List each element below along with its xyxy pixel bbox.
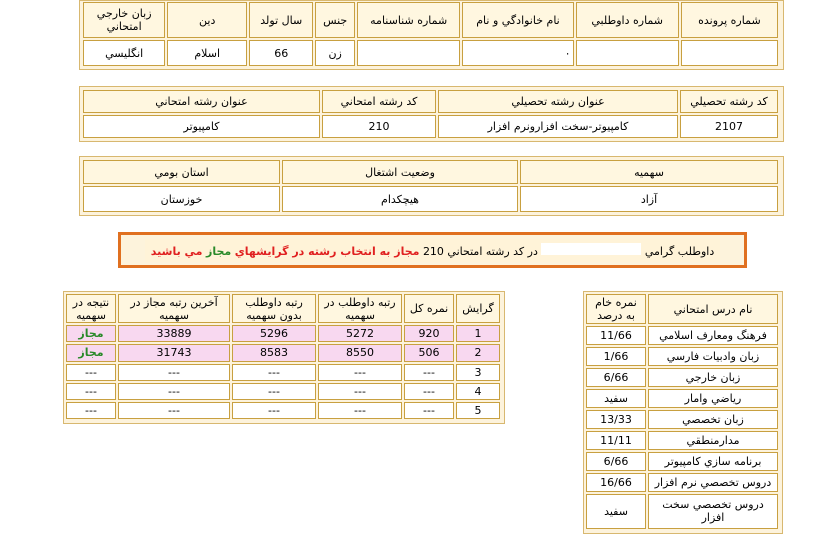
course-name: دروس تخصصي نرم افزار	[648, 473, 778, 492]
table-row	[66, 364, 500, 381]
header-gender: جنس	[315, 2, 355, 38]
cell: ---	[318, 402, 402, 419]
cell: ---	[404, 364, 454, 381]
result-cell: مجاز	[66, 344, 116, 361]
cell: ---	[404, 402, 454, 419]
notice-red-1: مجاز به انتخاب رشته در گرايشهاي	[234, 244, 420, 258]
table-row	[586, 431, 778, 450]
cell: 8550	[318, 344, 402, 361]
cell: ---	[318, 383, 402, 400]
header-rank-no-quota: رتبه داوطلب بدون سهميه	[232, 294, 316, 323]
notice-red-2: مي باشيد	[150, 244, 203, 258]
header-id-number: شماره شناسنامه	[357, 2, 461, 38]
header-quota: سهميه	[520, 160, 778, 184]
table-row	[586, 410, 778, 429]
cell: 33889	[118, 325, 230, 342]
course-name: زبان خارجي	[648, 368, 778, 387]
table-row	[586, 347, 778, 366]
course-name: زبان تخصصي	[648, 410, 778, 429]
table-row	[586, 368, 778, 387]
header-birth-year: سال تولد	[249, 2, 313, 38]
result-cell: مجاز	[66, 325, 116, 342]
cell: ---	[66, 402, 116, 419]
course-name: فرهنگ ومعارف اسلامي	[648, 326, 778, 345]
table-row	[66, 402, 500, 419]
header-file-number: شماره پرونده	[681, 2, 778, 38]
table-row	[586, 452, 778, 471]
province: خوزستان	[83, 186, 280, 212]
quota-table	[81, 158, 780, 214]
cell: ---	[404, 383, 454, 400]
course-score: 1/66	[586, 347, 646, 366]
header-score: نمره خام به درصد	[586, 294, 646, 324]
cell: ---	[66, 383, 116, 400]
table-row	[586, 389, 778, 408]
header-candidate-number: شماره داوطلبي	[576, 2, 679, 38]
course-score: 13/33	[586, 410, 646, 429]
cell: 5296	[232, 325, 316, 342]
exam-title: كامپيوتر	[83, 115, 320, 138]
table-row	[66, 344, 500, 361]
course-score: 6/66	[586, 368, 646, 387]
study-title: كامپيوتر-سخت افزارونرم افزار	[438, 115, 678, 138]
exam-code: 210	[322, 115, 436, 138]
table-row	[66, 383, 500, 400]
header-religion: دين	[167, 2, 247, 38]
course-score: 6/66	[586, 452, 646, 471]
file-number	[681, 40, 778, 66]
course-score: 11/11	[586, 431, 646, 450]
cell: 5272	[318, 325, 402, 342]
cell: 1	[456, 325, 500, 342]
scores-table	[584, 292, 780, 531]
header-last-rank: آخرين رتبه مجاز در سهميه	[118, 294, 230, 323]
notice-middle: در كد رشته امتحاني 210	[422, 244, 538, 258]
header-result: نتيجه در سهميه	[66, 294, 116, 323]
header-study-code: كد رشته تحصيلي	[680, 90, 778, 113]
candidate-number	[576, 40, 679, 66]
ranks-table	[64, 292, 502, 421]
header-rank-quota: رتبه داوطلب در سهميه	[318, 294, 402, 323]
course-score: 11/66	[586, 326, 646, 345]
cell: ---	[232, 364, 316, 381]
header-name: نام خانوادگي و نام	[462, 2, 573, 38]
course-name: زبان وادبيات فارسي	[648, 347, 778, 366]
table-row	[586, 473, 778, 492]
study-code: 2107	[680, 115, 778, 138]
language: انگليسي	[83, 40, 165, 66]
personal-info-table	[81, 0, 780, 68]
cell: 3	[456, 364, 500, 381]
cell: 31743	[118, 344, 230, 361]
table-row	[586, 326, 778, 345]
table-row	[586, 494, 778, 530]
notice-prefix: داوطلب گرامي	[644, 244, 715, 258]
header-branch: گرايش	[456, 294, 500, 323]
course-score: 16/66	[586, 473, 646, 492]
header-exam-code: كد رشته امتحاني	[322, 90, 436, 113]
course-score: سفيد	[586, 494, 646, 530]
candidate-name: ٠	[462, 40, 573, 66]
header-province: استان بومي	[83, 160, 280, 184]
notice-green: مجاز	[205, 244, 232, 258]
header-employment: وضعيت اشتغال	[282, 160, 518, 184]
header-total-score: نمره كل	[404, 294, 454, 323]
cell: 8583	[232, 344, 316, 361]
notice-name-blank	[541, 243, 641, 255]
cell: 2	[456, 344, 500, 361]
cell: 920	[404, 325, 454, 342]
cell: 5	[456, 402, 500, 419]
header-exam-title: عنوان رشته امتحاني	[83, 90, 320, 113]
cell: ---	[118, 383, 230, 400]
notice-box	[118, 232, 747, 268]
course-score: سفيد	[586, 389, 646, 408]
header-study-title: عنوان رشته تحصيلي	[438, 90, 678, 113]
course-name: مدارمنطقي	[648, 431, 778, 450]
table-row	[66, 325, 500, 342]
id-number	[357, 40, 461, 66]
course-name: دروس تخصصي سخت افزار	[648, 494, 778, 530]
cell: ---	[118, 364, 230, 381]
employment: هيچكدام	[282, 186, 518, 212]
course-name: برنامه سازي كامپيوتر	[648, 452, 778, 471]
cell: ---	[318, 364, 402, 381]
gender: زن	[315, 40, 355, 66]
cell: ---	[118, 402, 230, 419]
course-name: رياضي وامار	[648, 389, 778, 408]
header-course: نام درس امتحاني	[648, 294, 778, 324]
cell: ---	[66, 364, 116, 381]
quota: آزاد	[520, 186, 778, 212]
birth-year: 66	[249, 40, 313, 66]
field-table	[81, 88, 780, 140]
header-language: زبان خارجي امتحاني	[83, 2, 165, 38]
cell: ---	[232, 402, 316, 419]
cell: 4	[456, 383, 500, 400]
cell: 506	[404, 344, 454, 361]
religion: اسلام	[167, 40, 247, 66]
cell: ---	[232, 383, 316, 400]
